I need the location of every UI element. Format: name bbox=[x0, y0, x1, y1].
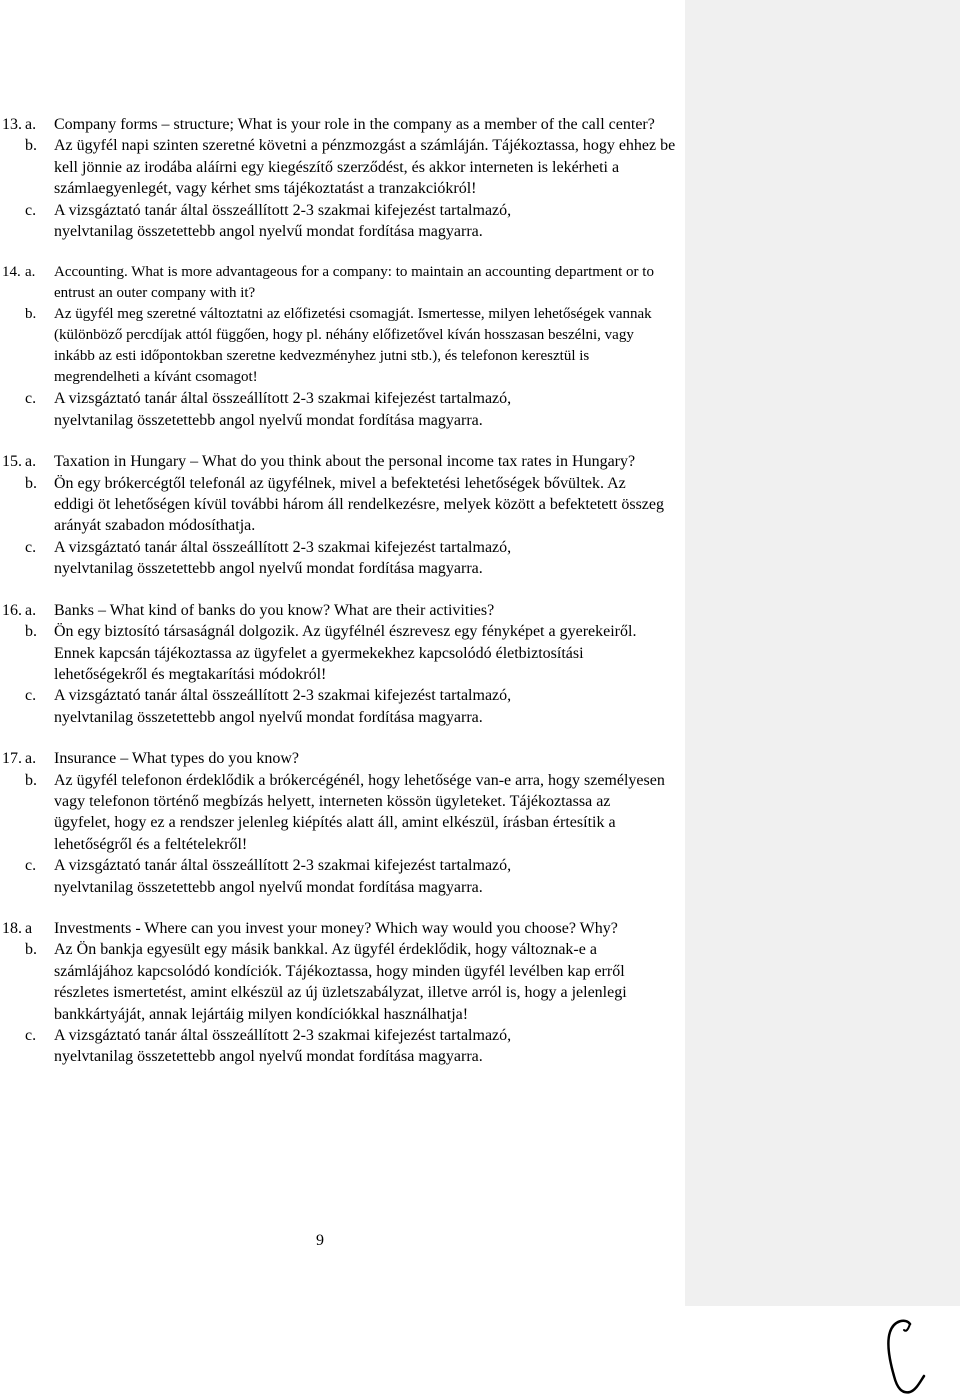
item-text: Ön egy biztosító társaságnál dolgozik. Az ügyfélnél észrevesz egy fényképet a gyerekeiről. Ennek kapcsán tájékoztassa az ügyfelet a gyermekekhez kapcsolódó életbiztosítási lehetőségekről és megtakarítási módokról! bbox=[54, 623, 637, 683]
item-letter: b. bbox=[25, 623, 37, 641]
question-18 bbox=[0, 918, 680, 1068]
item-letter: b. bbox=[25, 306, 37, 323]
question-item bbox=[0, 135, 680, 199]
item-text: Investments - Where can you invest your money? Which way would you choose? Why? bbox=[54, 919, 618, 937]
question-item bbox=[0, 621, 680, 685]
page-number: 9 bbox=[316, 1232, 324, 1249]
item-letter: c. bbox=[25, 1027, 37, 1044]
item-letter: a. bbox=[25, 453, 37, 471]
question-item bbox=[0, 200, 680, 243]
question-item bbox=[0, 748, 680, 769]
question-item bbox=[0, 114, 680, 135]
item-text: Az ügyfél telefonon érdeklődik a brókercégénél, hogy lehetősége van-e arra, hogy személyesen vagy telefonon történő megbízás helyett, interneten kössön ügyleteket. Tájékoztassa az ügyfelet, hogy ez a rendszer jelenleg kiépítés alatt áll, amint elkészül, írásban értesítik a lehetőségről és a feltételekről! bbox=[54, 771, 665, 853]
question-13 bbox=[0, 114, 680, 242]
item-letter: c. bbox=[25, 390, 37, 408]
question-15 bbox=[0, 451, 680, 579]
item-letter: a. bbox=[25, 264, 36, 281]
question-item bbox=[0, 770, 680, 856]
item-letter: c. bbox=[25, 201, 37, 219]
item-letter: a. bbox=[25, 750, 37, 768]
question-number: 13. bbox=[2, 116, 22, 133]
item-text: Banks – What kind of banks do you know? What are their activities? bbox=[54, 601, 495, 619]
question-17 bbox=[0, 748, 680, 898]
item-text: A vizsgáztató tanár által összeállított 2-3 szakmai kifejezést tartalmazó, nyelvtanilag összetettebb angol nyelvű mondat fordítása magyarra. bbox=[54, 538, 512, 578]
question-number: 16. bbox=[2, 601, 22, 619]
item-text: Accounting. What is more advantageous for a company: to maintain an accounting department or to entrust an outer company with it? bbox=[54, 264, 654, 302]
item-text: A vizsgáztató tanár által összeállított 2-3 szakmai kifejezést tartalmazó, nyelvtanilag összetettebb angol nyelvű mondat fordítása magyarra. bbox=[54, 201, 512, 241]
question-item bbox=[0, 451, 680, 472]
item-letter: b. bbox=[25, 771, 37, 789]
question-item bbox=[0, 1025, 680, 1068]
question-list bbox=[0, 114, 680, 1088]
handwritten-mark-icon bbox=[880, 1318, 930, 1396]
comment-margin-panel bbox=[685, 0, 960, 1306]
question-number: 14. bbox=[2, 264, 21, 281]
question-item bbox=[0, 304, 680, 388]
item-letter: a bbox=[25, 919, 33, 937]
question-item bbox=[0, 918, 680, 939]
question-item bbox=[0, 262, 680, 304]
question-number: 17. bbox=[2, 750, 22, 768]
item-letter: a. bbox=[25, 601, 37, 619]
item-text: Insurance – What types do you know? bbox=[54, 750, 299, 768]
question-item bbox=[0, 855, 680, 898]
item-text: Taxation in Hungary – What do you think about the personal income tax rates in Hungary? bbox=[54, 453, 636, 471]
question-item bbox=[0, 685, 680, 728]
question-item bbox=[0, 388, 680, 431]
item-letter: c. bbox=[25, 687, 37, 705]
item-letter: b. bbox=[25, 941, 37, 959]
question-14 bbox=[0, 262, 680, 431]
question-item bbox=[0, 537, 680, 580]
question-16 bbox=[0, 600, 680, 728]
item-text: A vizsgáztató tanár által összeállított 2-3 szakmai kifejezést tartalmazó, nyelvtanilag összetettebb angol nyelvű mondat fordítása magyarra. bbox=[54, 687, 512, 726]
item-text: Az ügyfél napi szinten szeretné követni a pénzmozgást a számláján. Tájékoztassa, hogy ehhez be kell jönnie az irodába aláírni egy kiegészítő szerződést, és akkor interneten is lekérheti a számlaegyenlegét, vagy kérhet sms tájékoztatást a tranzakciókról! bbox=[54, 137, 676, 198]
item-letter: c. bbox=[25, 538, 37, 556]
item-letter: c. bbox=[25, 857, 37, 875]
item-text: Az Ön bankja egyesült egy másik bankkal. Az ügyfél érdeklődik, hogy változnak-e a számlájához kapcsolódó kondíciók. Tájékoztassa, hogy minden ügyfél levélben kap erről részletes ismertetést, amint elkészül az új üzletszabályzat, illetve arról is, hogy a jelenlegi bankkártyáját, annak lejártáig milyen kondíciókkal használhatja! bbox=[54, 941, 627, 1023]
item-letter: a. bbox=[25, 116, 37, 133]
item-letter: b. bbox=[25, 137, 37, 155]
item-text: A vizsgáztató tanár által összeállított 2-3 szakmai kifejezést tartalmazó, nyelvtanilag összetettebb angol nyelvű mondat fordítása magyarra. bbox=[54, 857, 512, 896]
item-letter: b. bbox=[25, 474, 37, 492]
question-item bbox=[0, 939, 680, 1025]
item-text: Company forms – structure; What is your role in the company as a member of the call center? bbox=[54, 116, 655, 133]
item-text: A vizsgáztató tanár által összeállított 2-3 szakmai kifejezést tartalmazó, nyelvtanilag összetettebb angol nyelvű mondat fordítása magyarra. bbox=[54, 1027, 512, 1066]
question-item bbox=[0, 473, 680, 537]
question-number: 18. bbox=[2, 919, 22, 937]
item-text: A vizsgáztató tanár által összeállított 2-3 szakmai kifejezést tartalmazó, nyelvtanilag összetettebb angol nyelvű mondat fordítása magyarra. bbox=[54, 390, 512, 429]
item-text: Az ügyfél meg szeretné változtatni az előfizetési csomagját. Ismertesse, milyen lehetőségek vannak (különböző percdíjak attól függően, hogy pl. néhány előfizetővel kíván hosszasan beszélni, vagy inkább az esti időpontokban szeretne kedvezményhez jutni stb.), és telefonon keresztül is megrendelheti a kívánt csomagot! bbox=[54, 306, 652, 386]
question-number: 15. bbox=[2, 453, 22, 471]
item-text: Ön egy brókercégtől telefonál az ügyfélnek, mivel a befektetési lehetőségek bővültek. Az eddigi öt lehetőségen kívül további három áll rendelkezésre, melyek között a befektetett összeg arányát szabadon módosíthatja. bbox=[54, 474, 665, 535]
question-item bbox=[0, 600, 680, 621]
